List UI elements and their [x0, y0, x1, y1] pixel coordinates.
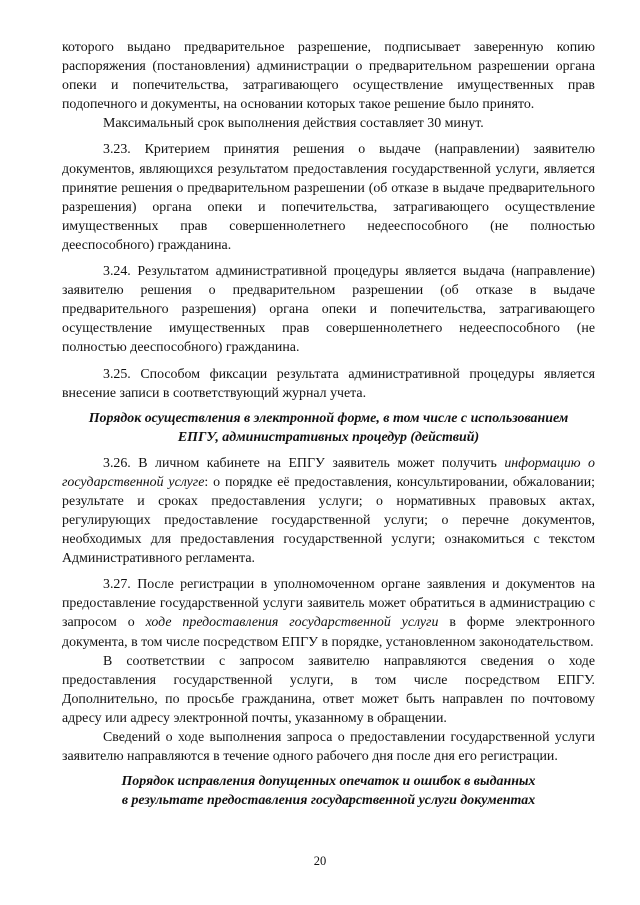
page-number: 20 [313, 854, 327, 868]
paragraph-italic-text: информацию о государственной услуге [62, 455, 595, 490]
heading-line: Порядок осуществления в электронной форме, в том числе с использованием [88, 410, 569, 426]
paragraph-3-25: 3.25. Способом фиксации результата административной процедуры является внесение записи в соответствующий журнал учета. [62, 366, 595, 401]
paragraph-timing: Сведений о ходе выполнения запроса о предоставлении государственной услуги заявителю направляются в течение одного рабочего дня после дня его регистрации. [62, 730, 595, 765]
heading-line: Порядок исправления допущенных опечаток и ошибок в выданных [121, 774, 536, 790]
section-heading-corrections [62, 772, 595, 810]
paragraph-text: 3.27. После регистрации в уполномоченном органе заявления и документов на предоставление государственной услуги заявитель может обратиться в администрацию с запросом о [62, 577, 595, 631]
paragraph-text: в форме электронного документа, в том числе посредством ЕПГУ в порядке, установленном законодательством. [62, 615, 595, 650]
paragraph-response: В соответствии с запросом заявителю направляются сведения о ходе предоставления государственной услуги, в том числе посредством ЕПГУ. Дополнительно, по просьбе гражданина, ответ может быть направлен по почтовому адресу или адресу электронной почты, указанному в обращении. [62, 653, 595, 726]
paragraph-3-26 [62, 454, 595, 569]
paragraph-intro: которого выдано предварительное разрешение, подписывает заверенную копию распоряжения (постановления) администрации о предварительном разрешении органа опеки и попечительства, затрагивающего осуществление имущественных прав подопечного и документы, на основании которых такое решение было принято. [62, 40, 595, 113]
paragraph-3-27 [62, 575, 595, 651]
paragraph-text: 3.26. В личном кабинете на ЕПГУ заявитель может получить [103, 455, 505, 471]
paragraph-italic-text: ходе предоставления государственной услуги [145, 615, 439, 631]
heading-line: ЕПГУ, административных процедур (действий) [177, 429, 480, 445]
paragraph-text: : о порядке её предоставления, консультировании, обжаловании; результате и сроках предоставления услуги; о нормативных правовых актах, регулирующих предоставление государственной услуги; о перечне документов, необходимых для предоставления государственной услуги; ознакомиться с текстом Административного регламента. [62, 474, 595, 567]
paragraph-3-24: 3.24. Результатом административной процедуры является выдача (направление) заявителю решения о предварительном разрешении (об отказе в выдаче предварительного разрешения) органа опеки и попечительства, затрагивающего осуществление имущественных прав совершеннолетнего недееспособного (не полностью дееспособного) гражданина. [62, 264, 595, 356]
section-heading-electronic-form [62, 409, 595, 447]
paragraph-max-time: Максимальный срок выполнения действия составляет 30 минут. [103, 116, 484, 132]
heading-line: в результате предоставления государственной услуги документах [121, 793, 536, 809]
paragraph-3-23: 3.23. Критерием принятия решения о выдаче (направлении) заявителю документов, являющихся результатом предоставления государственной услуги, является принятие решения о предварительном разрешении (об отказе в выдаче предварительного разрешения) органа опеки и попечительства, затрагивающего осуществление имущественных прав совершеннолетнего недееспособного (не полностью дееспособного) гражданина. [62, 142, 595, 253]
document-body [62, 38, 595, 810]
